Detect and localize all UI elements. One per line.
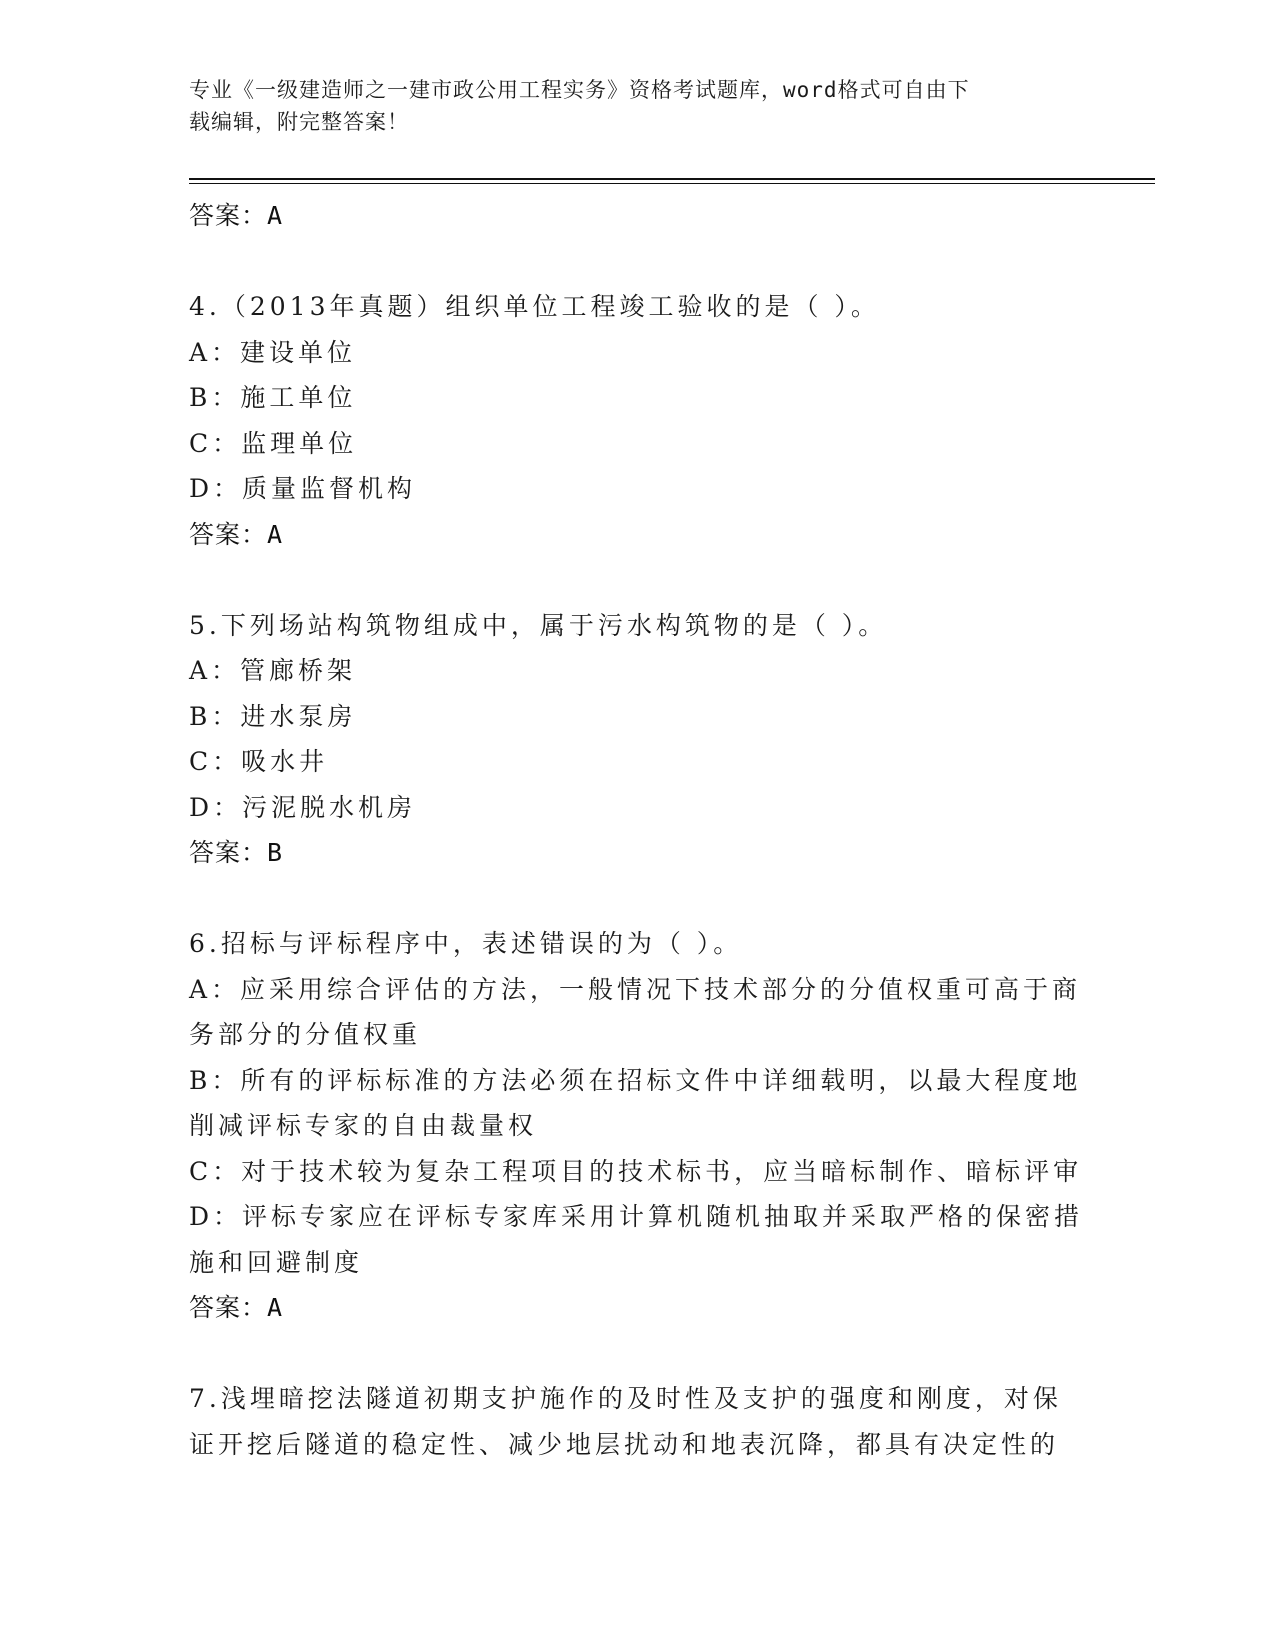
option-b-continued: 削减评标专家的自由裁量权 — [189, 1111, 538, 1140]
question-block — [189, 603, 1069, 876]
header-rule-thick — [189, 178, 1155, 180]
header-rule-thin — [189, 183, 1155, 184]
option-c: C：对于技术较为复杂工程项目的技术标书，应当暗标制作、暗标评审 — [189, 1156, 1083, 1186]
option-b: B：进水泵房 — [189, 701, 357, 731]
option-a: A：应采用综合评估的方法，一般情况下技术部分的分值权重可高于商 — [189, 974, 1082, 1004]
option-d: D：评标专家应在评标专家库采用计算机随机抽取并采取严格的保密措 — [189, 1202, 1084, 1231]
option-d-continued: 施和回避制度 — [189, 1247, 364, 1277]
option-a: A：建设单位 — [189, 337, 357, 367]
option-c: C：监理单位 — [189, 428, 358, 458]
option-b: B：所有的评标标准的方法必须在招标文件中详细载明，以最大程度地 — [189, 1065, 1082, 1095]
header-line-1: 专业《一级建造师之一建市政公用工程实务》资格考试题库，word格式可自由下 — [189, 78, 970, 102]
spacer — [189, 1331, 1069, 1377]
question-stem-continued: 证开挖后隧道的稳定性、减少地层扰动和地表沉降，都具有决定性的 — [189, 1429, 1060, 1459]
question-block — [189, 1376, 1069, 1467]
option-a: A：管廊桥架 — [189, 656, 357, 685]
spacer — [189, 876, 1069, 922]
spacer — [189, 239, 1069, 285]
question-block — [189, 284, 1069, 557]
document-header — [189, 74, 1069, 138]
option-d: D：质量监督机构 — [189, 474, 417, 503]
option-b: B：施工单位 — [189, 383, 357, 412]
question-stem: 4.（2013年真题）组织单位工程竣工验收的是（ ）。 — [189, 292, 880, 321]
question-stem: 6.招标与评标程序中，表述错误的为（ ）。 — [189, 929, 743, 958]
option-d: D：污泥脱水机房 — [189, 792, 417, 822]
answer-line: 答案：A — [189, 519, 284, 549]
option-c: C：吸水井 — [189, 747, 329, 776]
question-list — [189, 193, 1084, 1467]
question-block — [189, 921, 1084, 1331]
question-stem: 7.浅埋暗挖法隧道初期支护施作的及时性及支护的强度和刚度，对保 — [189, 1384, 1062, 1413]
previous-answer: 答案：A — [189, 201, 284, 230]
question-stem: 5.下列场站构筑物组成中，属于污水构筑物的是（ ）。 — [189, 610, 888, 640]
answer-line: 答案：A — [189, 1293, 284, 1322]
spacer — [189, 557, 1069, 603]
header-line-2: 载编辑，附完整答案！ — [189, 110, 409, 134]
answer-line: 答案：B — [189, 838, 284, 867]
option-a-continued: 务部分的分值权重 — [189, 1020, 422, 1049]
